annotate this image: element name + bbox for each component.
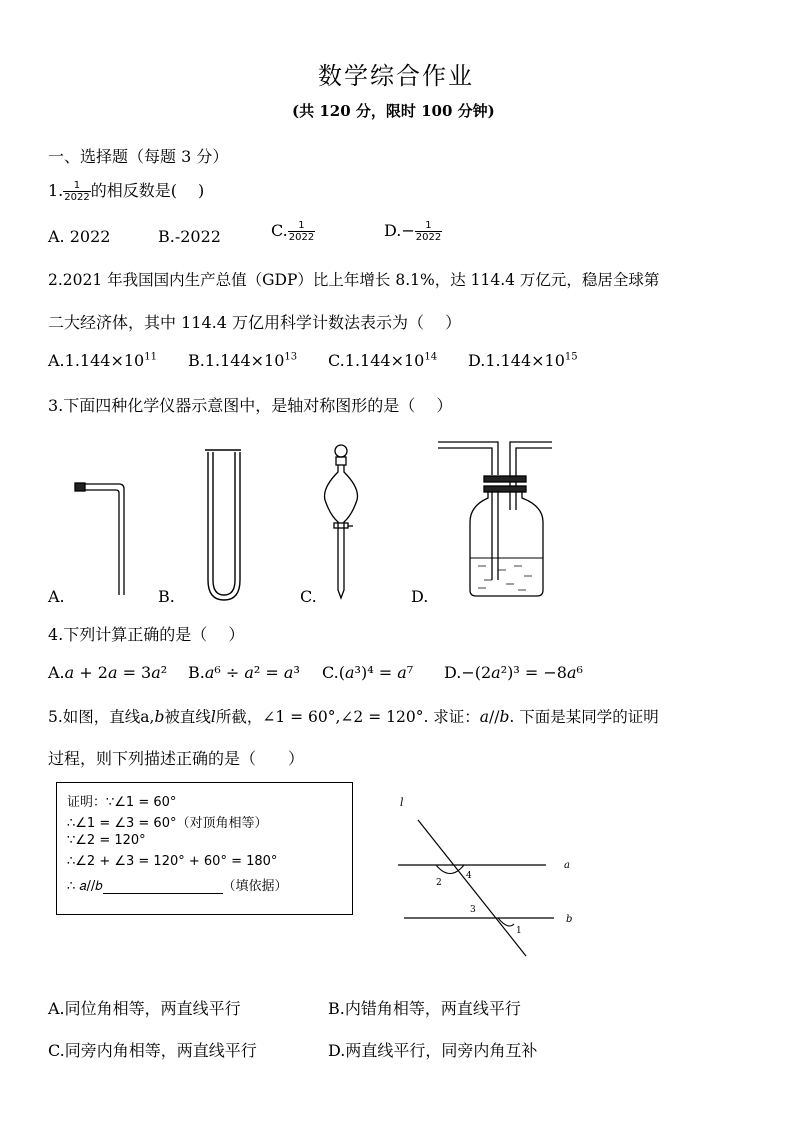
separatory-funnel-icon	[325, 445, 358, 598]
q1-prefix: 1.	[48, 181, 64, 200]
proof-line-1: 证明：∵∠1 = 60°	[67, 795, 177, 810]
proof-line-3: ∵∠2 = 120°	[67, 833, 146, 848]
q5-option-b: B.内错角相等，两直线平行	[328, 999, 521, 1018]
page-title: 数学综合作业	[318, 62, 474, 90]
q1-optc-prefix: C.	[271, 221, 288, 240]
q1-option-a: A. 2022	[48, 227, 111, 246]
q1-optd-den: 2022	[415, 232, 442, 243]
q5-lines-figure	[390, 790, 590, 965]
q3-label-c: C.	[300, 587, 317, 606]
q2-optd-base: D.1.144×10	[468, 351, 565, 370]
q2-optc-base: C.1.144×10	[328, 351, 425, 370]
label-b: b	[566, 914, 573, 925]
q1-optc-den: 2022	[288, 232, 315, 243]
q2-optc-exp: 14	[424, 351, 438, 363]
question-3-stem: 3.下面四种化学仪器示意图中，是轴对称图形的是（ ）	[48, 396, 453, 415]
q1-optd-prefix: D.−	[384, 221, 415, 240]
question-4-stem: 4.下列计算正确的是（ ）	[48, 625, 245, 644]
q1-option-d	[384, 220, 442, 243]
q5-option-a: A.同位角相等，两直线平行	[48, 999, 241, 1018]
q1-stem-tail: 的相反数是( )	[90, 181, 205, 200]
question-5-line2: 过程，则下列描述正确的是（ ）	[48, 749, 305, 768]
proof-line-2: ∴∠1 = ∠3 = 60°（对顶角相等）	[67, 816, 268, 831]
gas-washing-bottle-icon	[438, 442, 552, 596]
angle-3-label: 3	[470, 905, 476, 915]
page-subtitle: (共 120 分，限时 100 分钟)	[292, 102, 495, 120]
q3-label-b: B.	[158, 587, 175, 606]
angle-2-label: 2	[436, 878, 442, 888]
proof-line-4: ∴∠2 + ∠3 = 120° + 60° = 180°	[67, 854, 278, 869]
proof-answer-blank[interactable]	[103, 881, 223, 894]
q3-label-a: A.	[48, 587, 65, 606]
q1-optd-fraction	[415, 220, 442, 243]
q1-option-b: B.-2022	[158, 227, 221, 246]
bent-tube-icon	[75, 483, 124, 595]
q4-option-d: D.−(2𝑎²)³ = −8𝑎⁶	[444, 663, 583, 682]
q1-option-c	[271, 220, 315, 243]
section-heading: 一、选择题（每题 3 分）	[48, 147, 229, 166]
test-tube-icon	[205, 450, 241, 600]
q1-optc-num: 1	[298, 220, 305, 231]
q2-optb-base: B.1.144×10	[188, 351, 285, 370]
q2-option-d	[468, 351, 578, 370]
angle-4-label: 4	[466, 871, 472, 881]
question-2-line2: 二大经济体，其中 114.4 万亿用科学计数法表示为（ ）	[48, 313, 462, 332]
label-a: a	[564, 860, 570, 871]
proof-box	[56, 782, 353, 915]
q1-optc-fraction	[288, 220, 315, 243]
question-5-line1: 5.如图，直线a,𝑏被直线𝑙所截，∠1 = 60°,∠2 = 120°. 求证：𝑎//𝑏. 下面是某同学的证明	[48, 708, 659, 726]
q1-optd-num: 1	[425, 220, 432, 231]
q4-option-a: A.𝑎 + 2𝑎 = 3𝑎²	[48, 663, 168, 682]
q2-option-b	[188, 351, 297, 370]
q1-frac-den: 2022	[64, 192, 90, 203]
q2-option-a	[48, 351, 157, 370]
proof-conclusion: ∴ 𝑎//𝑏	[67, 879, 103, 894]
proof-line-5	[67, 875, 288, 894]
q4-option-c: C.(𝑎³)⁴ = 𝑎⁷	[322, 663, 414, 682]
q5-option-d: D.两直线平行，同旁内角互补	[328, 1041, 538, 1060]
q1-fraction	[63, 180, 90, 203]
q1-frac-num: 1	[73, 180, 81, 191]
label-l: l	[400, 796, 404, 809]
line-l	[418, 820, 526, 956]
question-1-stem	[48, 178, 204, 203]
q3-label-d: D.	[411, 587, 429, 606]
q2-option-c	[328, 351, 437, 370]
q3-apparatus-figure	[0, 430, 600, 610]
q5-option-c: C.同旁内角相等，两直线平行	[48, 1041, 257, 1060]
q2-optd-exp: 15	[564, 351, 578, 363]
q2-optb-exp: 13	[284, 351, 298, 363]
q4-option-b: B.𝑎⁶ ÷ 𝑎² = 𝑎³	[188, 663, 300, 682]
proof-tail: （填依据）	[222, 879, 288, 894]
angle-1-label: 1	[516, 926, 522, 936]
q2-opta-exp: 11	[144, 351, 157, 363]
question-2-line1: 2.2021 年我国国内生产总值（GDP）比上年增长 8.1%，达 114.4 万亿元，稳居全球第	[48, 271, 660, 289]
q2-opta-base: A.1.144×10	[48, 351, 145, 370]
